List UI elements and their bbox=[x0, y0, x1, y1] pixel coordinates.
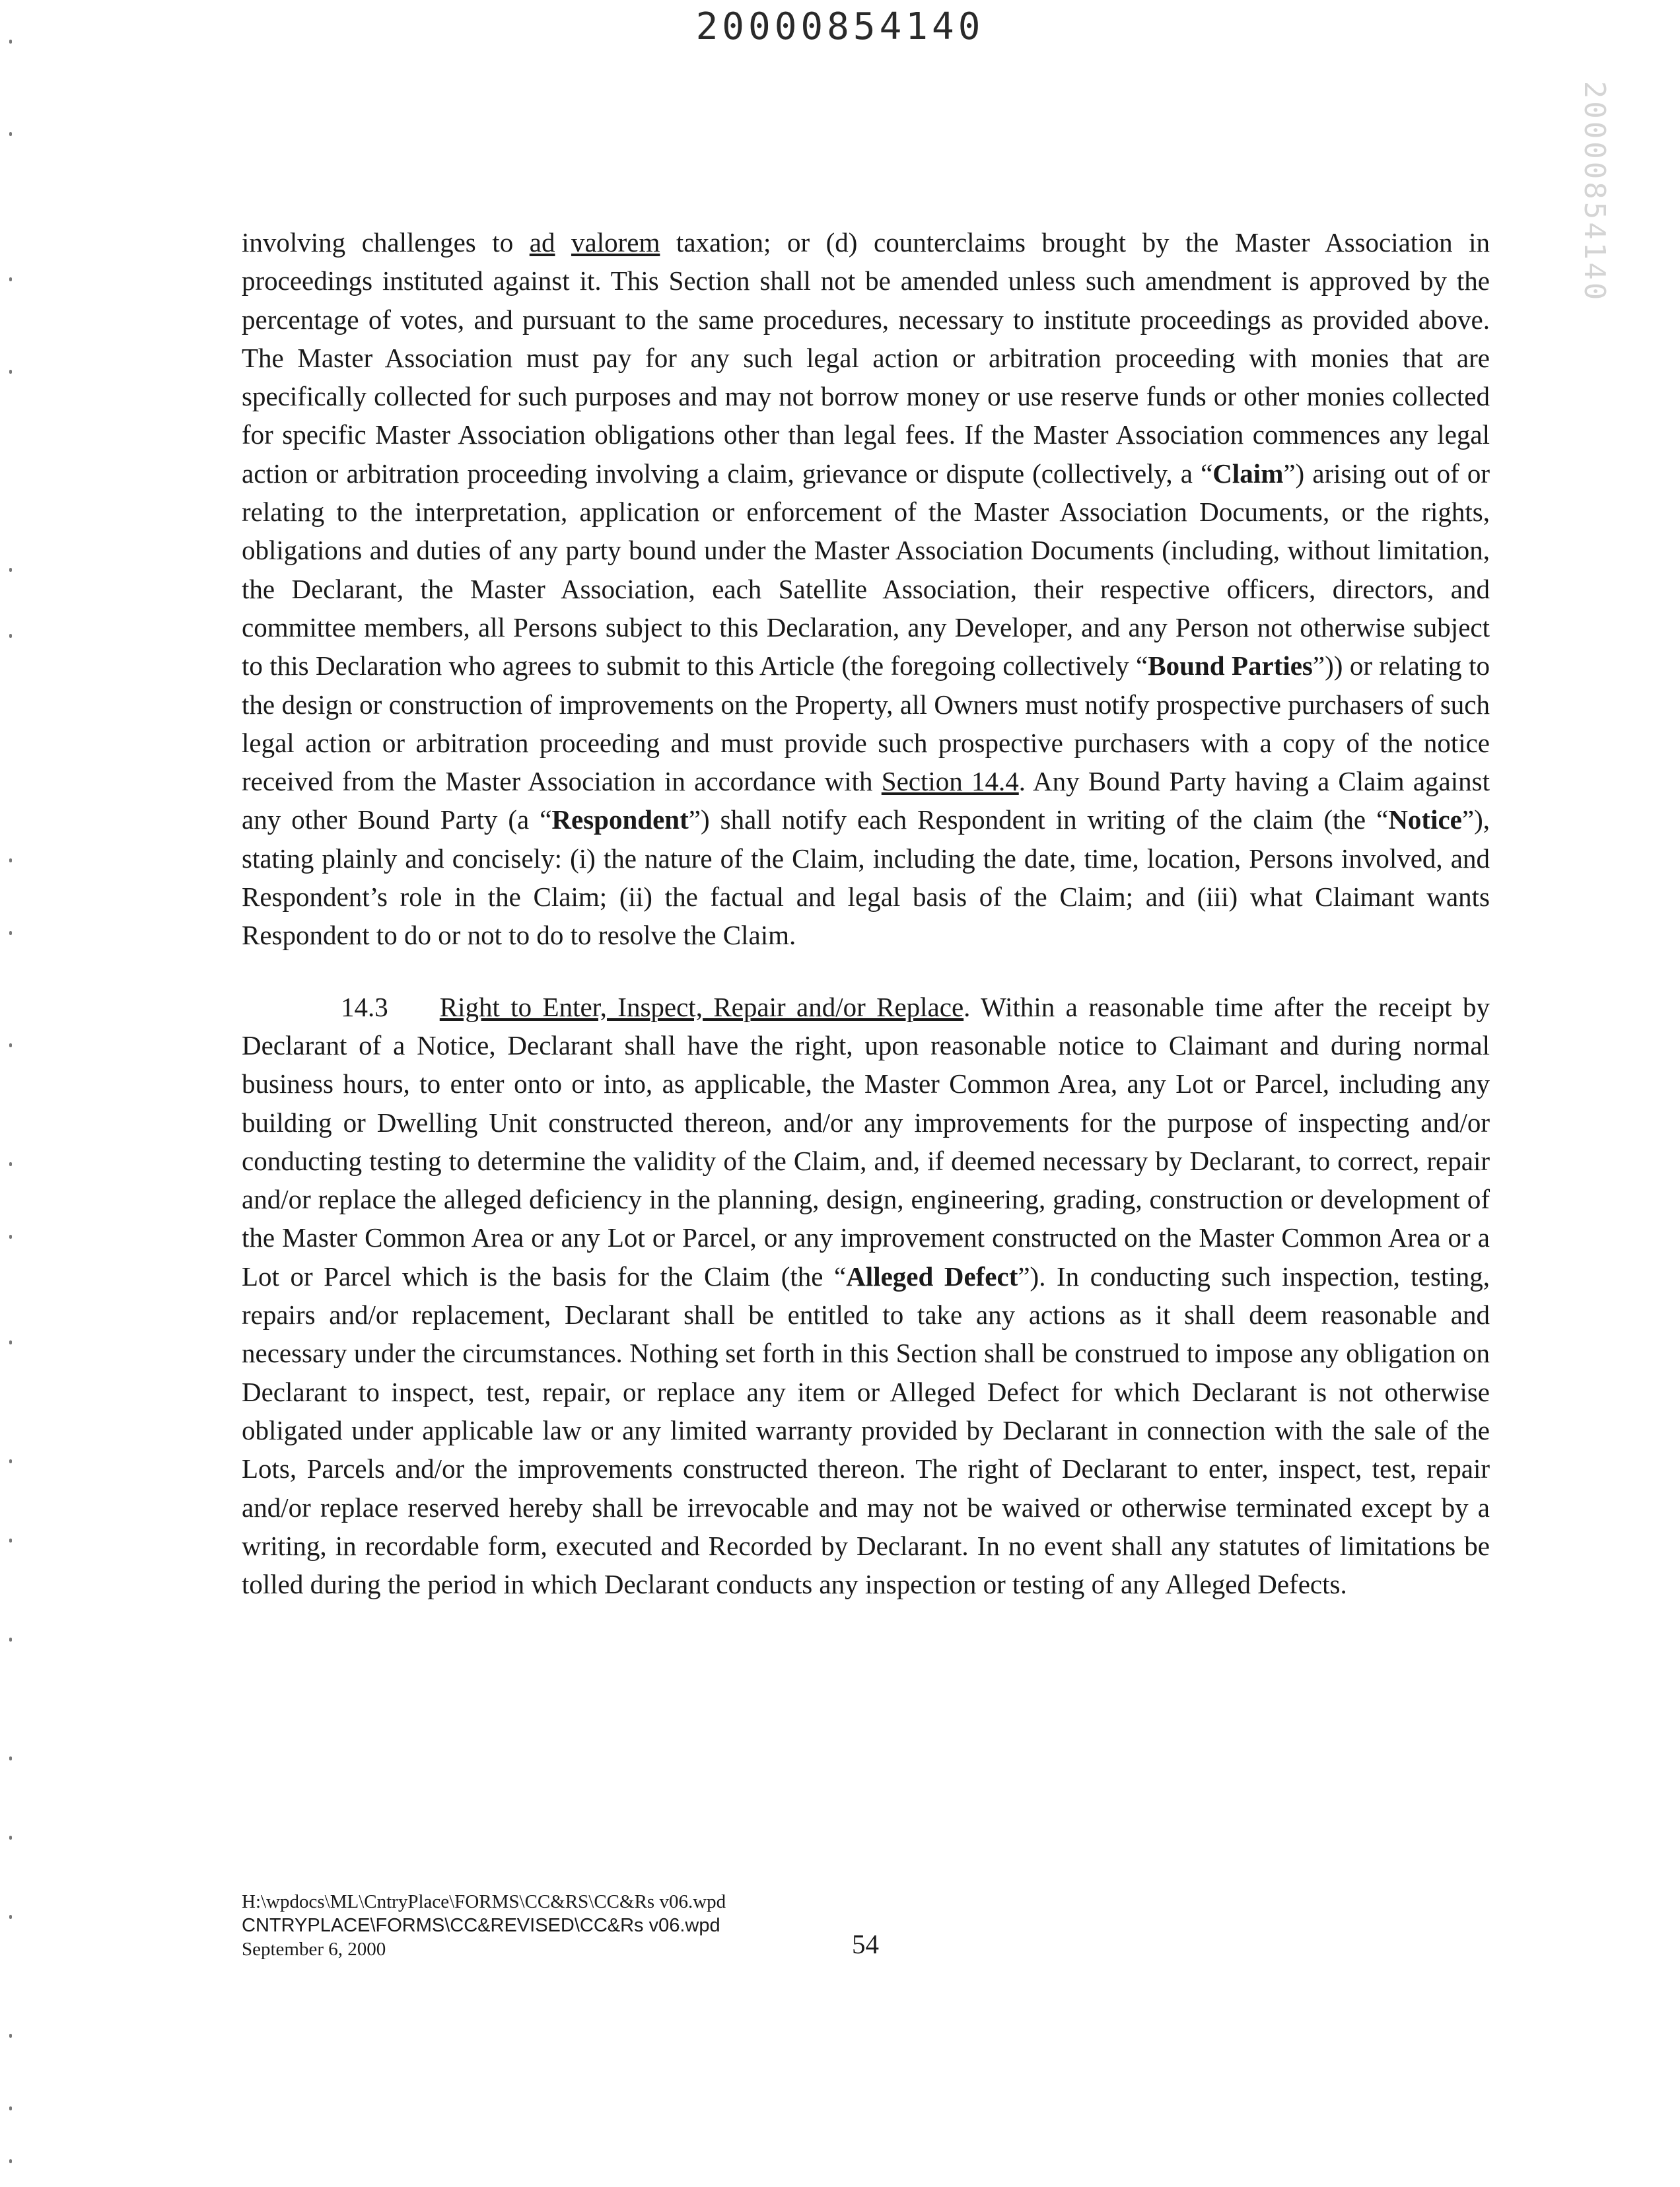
page-number: 54 bbox=[852, 1929, 879, 1959]
document-body bbox=[242, 223, 1490, 1603]
text-run: ”) shall notify each Respondent in writing of the claim (the “ bbox=[688, 804, 1389, 835]
side-stamp-text: 20000854140 bbox=[1578, 81, 1612, 302]
text-run: ”)) or relating to the design or construction of improvements on the Property, all Owners must notify prospective purchasers of such legal action or arbitration proceeding and must provide such prospective purchasers with a copy of the notice received from the Master Association in accordance with bbox=[242, 650, 1490, 797]
section-number: 14.3 bbox=[341, 991, 388, 1022]
text-run: involving challenges to bbox=[242, 227, 530, 258]
defined-term-bound-parties: Bound Parties bbox=[1148, 650, 1313, 681]
footer-file-path: H:\wpdocs\ML\CntryPlace\FORMS\CC&RS\CC&Rs v06.wpd bbox=[242, 1891, 726, 1912]
text-run: taxation; or (d) counterclaims brought by the Master Association in proceedings instituted against it. This Section shall not be amended unless such amendment is approved by the percentage of votes, and pursuant to the same procedures, necessary to institute proceedings as provided above. The Master Association must pay for any such legal action or arbitration proceeding with monies that are specifically collected for such purposes and may not borrow money or use reserve funds or other monies collected for specific Master Association obligations other than legal fees. If the Master Association commences any legal action or arbitration proceeding involving a claim, grievance or dispute (collectively, a “ bbox=[242, 227, 1490, 489]
text-run: . Within a reasonable time after the receipt by Declarant of a Notice, Declarant shall have the right, upon reasonable notice to Claimant and during normal business hours, to enter onto or into, as applicable, the Master Common Area, any Lot or Parcel, including any building or Dwelling Unit constructed thereon, and/or any improvements for the purpose of inspecting and/or conducting testing to determine the validity of the Claim, and, if deemed necessary by Declarant, to correct, repair and/or replace the alleged deficiency in the planning, design, engineering, grading, construction or development of the Master Common Area or any Lot or Parcel, or any improvement constructed on the Master Common Area or a Lot or Parcel which is the basis for the Claim (the “ bbox=[242, 991, 1490, 1292]
side-stamp bbox=[1572, 79, 1618, 304]
text-run: ”) arising out of or relating to the interpretation, application or enforcement of the Master Association Documents, or the rights, obligations and duties of any party bound under the Master Association Documents (including, without limitation, the Declarant, the Master Association, each Satellite Association, their respective officers, directors, and committee members, all Persons subject to this Declaration, any Developer, and any Person not otherwise subject to this Declaration who agrees to submit to this Article (the foregoing collectively “ bbox=[242, 458, 1490, 681]
defined-term-claim: Claim bbox=[1212, 458, 1284, 489]
text-run: ”). In conducting such inspection, testing, repairs and/or replacement, Declarant shall be entitled to take any actions as it shall deem reasonable and necessary under the circumstances. Nothing set forth in this Section shall be construed to impose any obligation on Declarant to inspect, test, repair, or replace any item or Alleged Defect for which Declarant is not otherwise obligated under applicable law or any limited warranty provided by Declarant in connection with the sale of the Lots, Parcels and/or the improvements constructed thereon. The right of Declarant to enter, inspect, test, repair and/or replace reserved hereby shall be irrevocable and may not be waived or otherwise terminated except by a writing, in recordable form, executed and Recorded by Declarant. In no event shall any statutes of limitations be tolled during the period in which Declarant conducts any inspection or testing of any Alleged Defects. bbox=[242, 1261, 1490, 1600]
text-run: . Any Bound Party having a Claim against any other Bound Party (a “ bbox=[242, 766, 1490, 835]
section-reference: Section 14.4 bbox=[881, 766, 1019, 797]
defined-term-notice: Notice bbox=[1388, 804, 1462, 835]
document-number: 20000854140 bbox=[695, 5, 985, 48]
section-14-3-paragraph bbox=[242, 988, 1490, 1604]
underlined-term-valorem: valorem bbox=[571, 227, 660, 258]
text-run: ”), stating plainly and concisely: (i) the nature of the Claim, including the date, time, location, Persons involved, and Respondent’s role in the Claim; (ii) the factual and legal basis of the Claim; and (iii) what Claimant wants Respondent to do or not to do to resolve the Claim. bbox=[242, 804, 1490, 951]
scan-edge-marks bbox=[4, 0, 24, 2187]
underlined-term-ad: ad bbox=[529, 227, 555, 258]
text-run bbox=[555, 227, 571, 258]
defined-term-respondent: Respondent bbox=[551, 804, 689, 835]
footer-file-path-revised: CNTRYPLACE\FORMS\CC&REVISED\CC&Rs v06.wpd bbox=[242, 1915, 720, 1936]
footer-date: September 6, 2000 bbox=[242, 1939, 386, 1960]
paragraph-claims bbox=[242, 223, 1490, 955]
defined-term-alleged-defect: Alleged Defect bbox=[846, 1261, 1018, 1292]
section-heading: Right to Enter, Inspect, Repair and/or Replace bbox=[439, 991, 964, 1022]
